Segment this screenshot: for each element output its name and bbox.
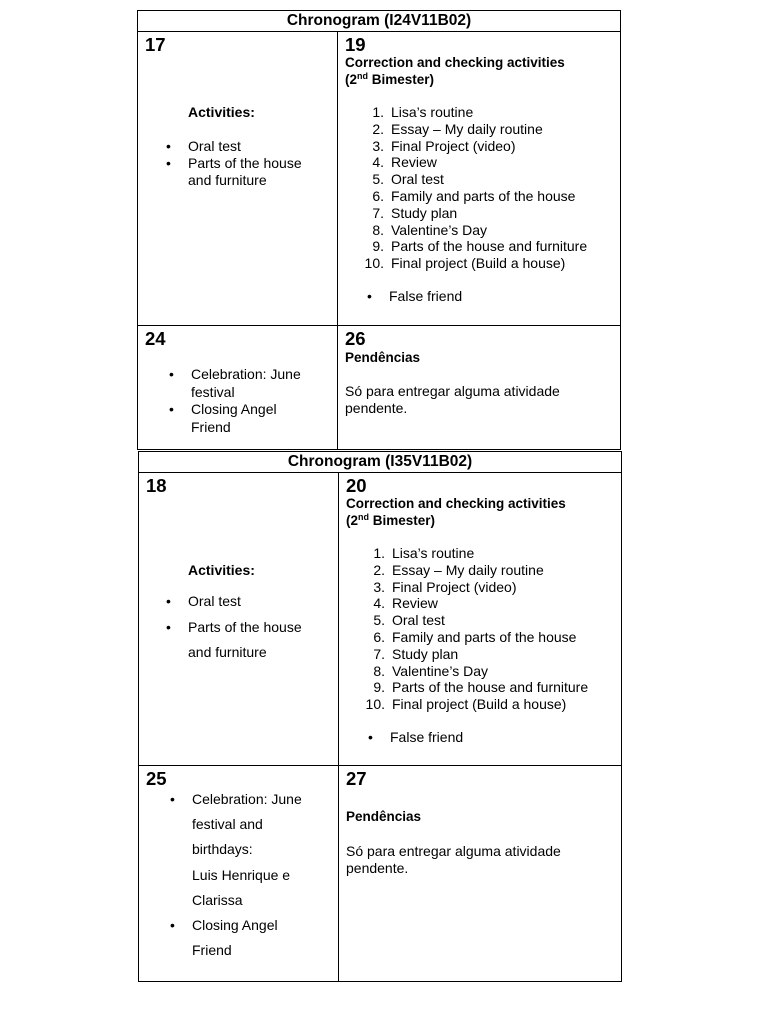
pending-label: Pendências (346, 809, 422, 824)
day-number: 20 (346, 475, 367, 496)
list-item: • Closing Angel Friend (168, 913, 302, 963)
activities-list (168, 787, 302, 963)
day-number: 26 (345, 328, 366, 349)
day-cell (138, 32, 338, 325)
day-number: 19 (345, 34, 366, 55)
chronogram-table-1 (137, 10, 621, 450)
day-cell (139, 766, 339, 982)
list-item: • False friend (365, 288, 462, 305)
pending-text: Só para entregar alguma atividade pendente. (345, 383, 560, 416)
table-row (138, 326, 620, 450)
activities-label: Activities: (188, 104, 255, 120)
day-number: 18 (146, 475, 167, 496)
table-title: Chronogram (I35V11B02) (139, 452, 621, 473)
list-item: • Parts of the house and furniture (164, 615, 302, 666)
table-row (138, 32, 620, 326)
day-number: 27 (346, 768, 367, 789)
activities-label: Activities: (188, 562, 255, 578)
extra-list (366, 729, 463, 746)
table-row (139, 766, 621, 982)
list-item: • Oral test (164, 589, 302, 615)
extra-list (365, 288, 462, 305)
list-item: • False friend (366, 729, 463, 746)
day-number: 24 (145, 328, 166, 349)
day-cell (338, 326, 620, 450)
list-item: • Closing Angel Friend (167, 401, 301, 436)
pending-label: Pendências (345, 350, 421, 365)
day-cell (138, 326, 338, 450)
list-item: • Oral test (164, 138, 302, 155)
activities-list (167, 366, 301, 436)
list-item: • Celebration: June festival and birthdays: Luis Henrique e Clarissa (168, 787, 302, 913)
table-title: Chronogram (I24V11B02) (138, 11, 620, 32)
chronogram-table-2 (138, 451, 622, 982)
list-item: • Celebration: June festival (167, 366, 301, 401)
table-row (139, 473, 621, 766)
activities-list (164, 138, 302, 189)
list-item: • Parts of the house and furniture (164, 155, 302, 189)
section-heading: Correction and checking activities (2nd Bimester) (345, 55, 565, 87)
day-cell: 19 Correction and checking activities (2nd Bimester) 1. Lisa’s routine 2. Essay – My daily routine 3. Final Project (video) 4. Review 5. Oral test 6. Family and parts of the house 7. Study plan 8. Valentine’s Day 9. Parts of the house and furniture 10. Final project (Build a house) • False friend (338, 32, 620, 325)
day-number: 25 (146, 768, 167, 789)
day-cell (339, 766, 621, 982)
activities-list (164, 589, 302, 666)
pending-text: Só para entregar alguma atividade pendente. (346, 843, 561, 876)
day-cell: 20 Correction and checking activities (2nd Bimester) 1. Lisa’s routine 2. Essay – My daily routine 3. Final Project (video) 4. Review 5. Oral test 6. Family and parts of the house 7. Study plan 8. Valentine’s Day 9. Parts of the house and furniture 10. Final project (Build a house) • False friend (339, 473, 621, 765)
day-cell (139, 473, 339, 765)
section-heading: Correction and checking activities (2nd Bimester) (346, 496, 566, 528)
day-number: 17 (145, 34, 166, 55)
